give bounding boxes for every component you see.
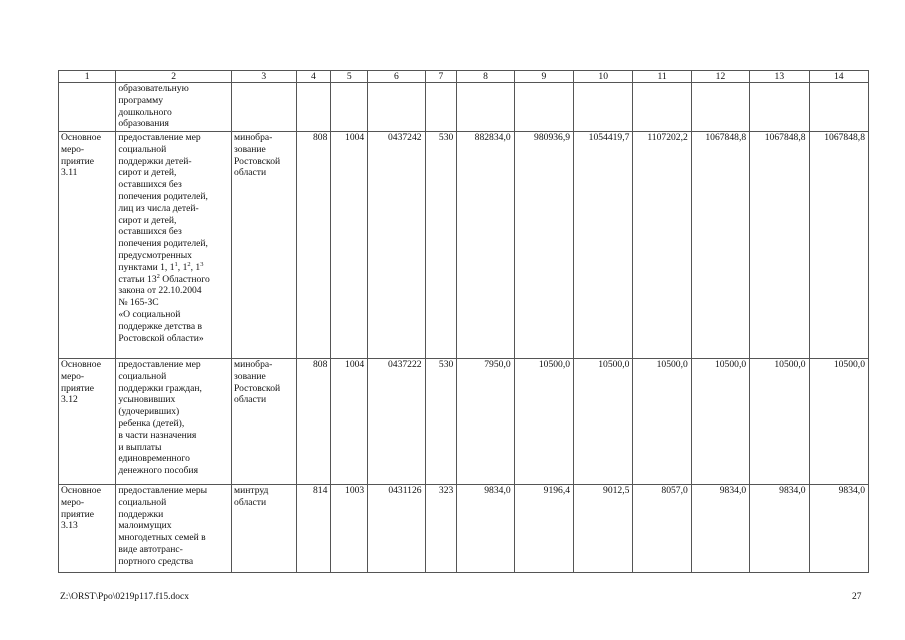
table-cell: 814	[296, 485, 331, 573]
page-number: 27	[852, 592, 862, 602]
header-cell: 14	[809, 71, 868, 83]
measure-id: Основное меро- приятие 3.12	[59, 359, 116, 485]
table-cell: 323	[425, 485, 457, 573]
table-cell: 8057,0	[633, 485, 691, 573]
measure-id: Основное меро- приятие 3.11	[59, 132, 116, 359]
table-cell: 9834,0	[691, 485, 749, 573]
table-cell: 10500,0	[809, 359, 868, 485]
budget-table	[58, 70, 869, 573]
table-cell: 9834,0	[750, 485, 809, 573]
table-cell: 1067848,8	[691, 132, 749, 359]
table-cell: 0437222	[368, 359, 425, 485]
table-cell: 10500,0	[691, 359, 749, 485]
header-cell: 7	[425, 71, 457, 83]
table-cell: 9834,0	[457, 485, 514, 573]
table-cell: 808	[296, 132, 331, 359]
measure-description: образовательную программу дошкольного образования	[116, 83, 232, 132]
table-cell: 10500,0	[633, 359, 691, 485]
header-cell: 6	[368, 71, 425, 83]
header-cell: 9	[514, 71, 573, 83]
responsible-executor: минтруд области	[232, 485, 297, 573]
measure-description: предоставление мер социальной поддержки граждан, усыновивших (удочеривших) ребенка (детей), в части назначения и выплаты единовременного денежного пособия	[116, 359, 232, 485]
table-cell: 9834,0	[809, 485, 868, 573]
table-row	[59, 485, 869, 573]
measure-description: предоставление меры социальной поддержки малоимущих многодетных семей в виде автотранс- портного средства	[116, 485, 232, 573]
table-cell: 0437242	[368, 132, 425, 359]
table-cell: 530	[425, 132, 457, 359]
header-row	[59, 71, 869, 83]
table-cell: 530	[425, 359, 457, 485]
header-cell: 1	[59, 71, 116, 83]
table-cell: 9012,5	[574, 485, 633, 573]
header-cell: 5	[331, 71, 368, 83]
table-cell: 1054419,7	[574, 132, 633, 359]
table-cell: 1067848,8	[750, 132, 809, 359]
header-cell: 11	[633, 71, 691, 83]
header-cell: 4	[296, 71, 331, 83]
table-cell: 10500,0	[574, 359, 633, 485]
table-row	[59, 359, 869, 485]
table-cell: 882834,0	[457, 132, 514, 359]
article-reference: статьи $13^2$ Областного	[118, 272, 210, 285]
file-path-footer: Z:\ORST\Ppo\0219p117.f15.docx	[60, 592, 189, 602]
table-row	[59, 83, 869, 132]
table-cell: 1004	[331, 132, 368, 359]
table-row	[59, 132, 869, 359]
responsible-executor: минобра- зование Ростовской области	[232, 132, 297, 359]
header-cell: 8	[457, 71, 514, 83]
table-cell: 7950,0	[457, 359, 514, 485]
table-cell: 980936,9	[514, 132, 573, 359]
responsible-executor: минобра- зование Ростовской области	[232, 359, 297, 485]
measure-description: предоставление мер социальной поддержки детей- сирот и детей, оставшихся без попечения родителей, лиц из числа детей- сирот и детей, оставшихся без попечения родителей, предусмотренных пунктами 1, $1^1$, $1^2$, $1^3$ статьи $13^2$ Областного закона от 22.10.2004 № 165-ЗС «О социальной поддержке детства в Ростовской области»	[116, 132, 232, 359]
table-cell: 808	[296, 359, 331, 485]
table-cell: 10500,0	[514, 359, 573, 485]
table-cell: 1004	[331, 359, 368, 485]
header-cell: 2	[116, 71, 232, 83]
table-cell: 1003	[331, 485, 368, 573]
header-cell: 10	[574, 71, 633, 83]
table-cell: 9196,4	[514, 485, 573, 573]
table-cell: 0431126	[368, 485, 425, 573]
points-reference: пунктами 1, $1^1$, $1^2$, $1^3$	[118, 260, 204, 273]
table-cell: 1067848,8	[809, 132, 868, 359]
header-cell: 12	[691, 71, 749, 83]
table-cell: 1107202,2	[633, 132, 691, 359]
measure-id: Основное меро- приятие 3.13	[59, 485, 116, 573]
header-cell: 13	[750, 71, 809, 83]
table-cell: 10500,0	[750, 359, 809, 485]
header-cell: 3	[232, 71, 297, 83]
